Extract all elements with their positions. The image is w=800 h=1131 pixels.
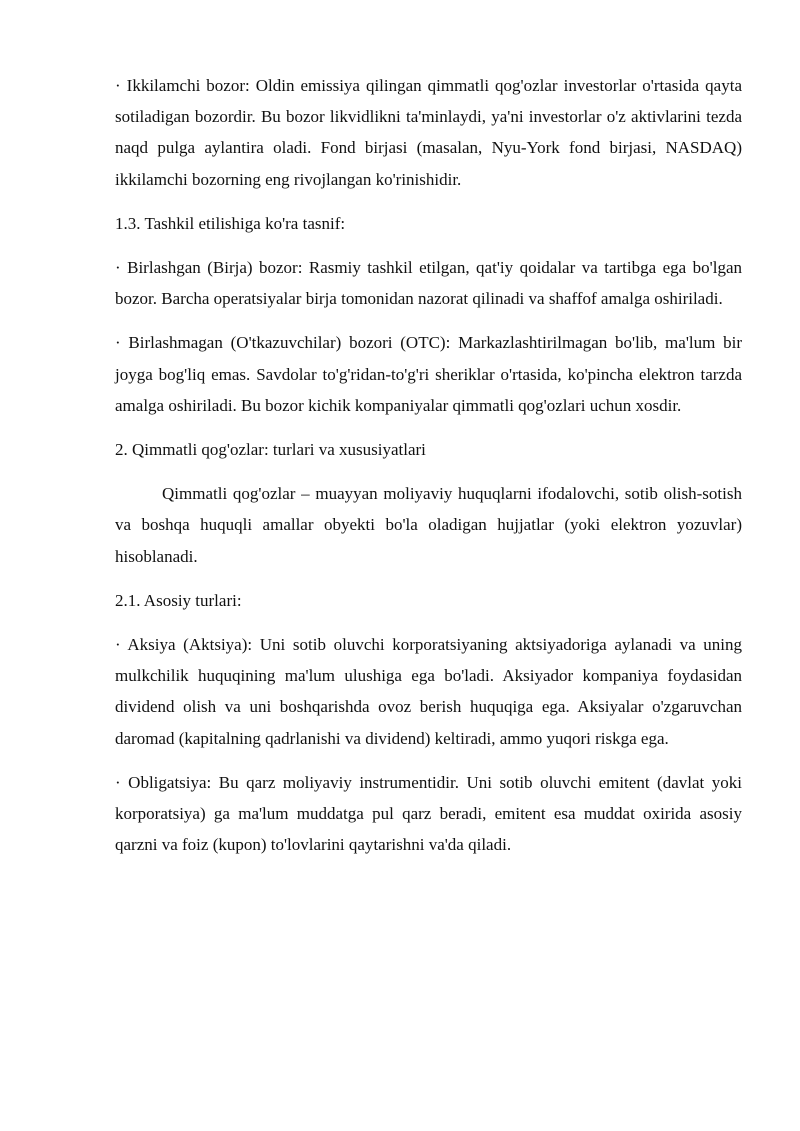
para-aksiya: · Aksiya (Aktsiya): Uni sotib oluvchi korporatsiyaning aktsiyadoriga aylanadi va uning mulkchilik huquqining ma'lum ulushiga ega bo'ladi. Aksiyador kompaniya foydasidan dividend olish va uni boshqarishda ovoz berish huquqiga ega. Aksiyalar o'zgaruvchan daromad (kapitalning qadrlanishi va dividend) keltiradi, ammo yuqori riskga ega. [115, 635, 742, 748]
para-otc-bozor: · Birlashmagan (O'tkazuvchilar) bozori (OTC): Markazlashtirilmagan bo'lib, ma'lum bir joyga bog'liq emas. Savdolar to'g'ridan-to'g'ri sheriklar o'rtasida, ko'pincha elektron tarzda amalga oshiriladi. Bu bozor kichik kompaniyalar qimmatli qog'ozlari uchun xosdir. [115, 333, 742, 415]
para-obligatsiya: · Obligatsiya: Bu qarz moliyaviy instrumentidir. Uni sotib oluvchi emitent (davlat yoki korporatsiya) ga ma'lum muddatga pul qarz beradi, emitent esa muddat oxirida asosiy qarzni va foiz (kupon) to'lovlarini qaytarishni va'da qiladi. [115, 772, 742, 855]
document-page [115, 70, 742, 873]
para-ikkilamchi-bozor: · Ikkilamchi bozor: Oldin emissiya qilingan qimmatli qog'ozlar investorlar o'rtasida qayta sotiladigan bozordir. Bu bozor likvidlikni ta'minlaydi, ya'ni investorlar o'z aktivlarini tezda naqd pulga aylantira oladi. Fond birjasi (masalan, Nyu-York fond birjasi, NASDAQ) ikkilamchi bozorning eng rivojlangan ko'rinishidir. [115, 76, 742, 189]
section-heading-2: 2. Qimmatli qog'ozlar: turlari va xususiyatlari [115, 440, 426, 460]
section-heading-1-3: 1.3. Tashkil etilishiga ko'ra tasnif: [115, 213, 346, 233]
para-qimmatli-qogozlar-tarif: Qimmatli qog'ozlar – muayyan moliyaviy huquqlarni ifodalovchi, sotib olish-sotish va boshqa huquqli amallar obyekti bo'la oladigan hujjatlar (yoki elektron yozuvlar) hisoblanadi. [115, 484, 742, 566]
para-birja-bozor: · Birlashgan (Birja) bozor: Rasmiy tashkil etilgan, qat'iy qoidalar va tartibga ega bo'lgan bozor. Barcha operatsiyalar birja tomonidan nazorat qilinadi va shaffof amalga oshiriladi. [115, 258, 742, 309]
section-heading-2-1: 2.1. Asosiy turlari: [115, 590, 242, 610]
